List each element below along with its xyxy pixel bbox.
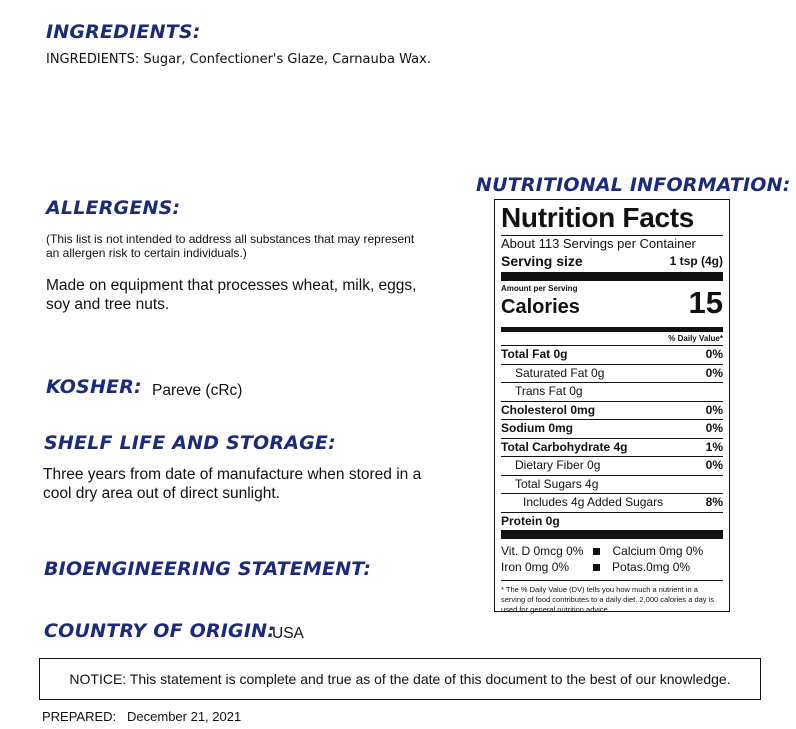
- nutrient-pct: 0%: [705, 402, 723, 417]
- kosher-heading: KOSHER:: [46, 376, 142, 398]
- thick-divider: [501, 530, 723, 539]
- daily-value-footnote: * The % Daily Value (DV) tells you how much a nutrient in a serving of food contributes to a daily diet. 2,000 calories a day is used for general nutrition advice.: [501, 580, 723, 615]
- thick-divider: [501, 272, 723, 281]
- calcium: Calcium 0mg 0%: [612, 544, 704, 558]
- shelf-life-heading: SHELF LIFE AND STORAGE:: [44, 432, 336, 454]
- nutrient-row: [501, 346, 723, 365]
- allergens-statement-line2: soy and tree nuts.: [46, 296, 170, 313]
- vitamin-d: Vit. D 0mcg 0%: [501, 544, 584, 558]
- nutrient-row: [501, 365, 723, 384]
- bullet-square-icon: [593, 548, 600, 555]
- calories-value: 15: [688, 285, 723, 320]
- nutrient-row: [501, 439, 723, 458]
- nutrient-label: Total Fat 0g: [501, 347, 568, 361]
- notice-box: [39, 658, 761, 700]
- notice-text: NOTICE: This statement is complete and true as of the date of this document to the best of our knowledge.: [69, 671, 731, 687]
- nutrient-row: [501, 513, 723, 531]
- daily-value-header: % Daily Value*: [501, 332, 723, 346]
- nutrient-row: [501, 420, 723, 439]
- nutrient-pct: 0%: [705, 458, 723, 472]
- nutrient-label: Sodium 0mg: [501, 421, 574, 435]
- serving-size-label: Serving size: [501, 253, 583, 269]
- calories-block: [501, 281, 723, 327]
- serving-size-row: [501, 252, 723, 270]
- allergens-disclaimer-line1: (This list is not intended to address all substances that may represent: [46, 232, 415, 246]
- servings-per-container: About 113 Servings per Container: [501, 236, 696, 251]
- nutrient-label: Protein 0g: [501, 513, 560, 528]
- nutrient-pct: 8%: [705, 495, 723, 509]
- nutrient-row: [501, 457, 723, 476]
- nutrient-row: [501, 383, 723, 402]
- amount-per-serving: Amount per Serving: [501, 284, 578, 293]
- nutrient-row: [501, 476, 723, 495]
- nutrition-facts-title: Nutrition Facts: [501, 202, 695, 233]
- iron: Iron 0mg 0%: [501, 560, 570, 574]
- allergens-disclaimer-line2: an allergen risk to certain individuals.): [46, 246, 247, 260]
- nutrient-label: Dietary Fiber 0g: [515, 458, 601, 472]
- shelf-life-line1: Three years from date of manufacture when stored in a: [43, 466, 422, 483]
- vitamins-row-1: [501, 539, 723, 559]
- allergens-heading: ALLERGENS:: [46, 197, 181, 219]
- potassium: Potas.0mg 0%: [612, 560, 691, 574]
- calories-label: Calories: [501, 296, 580, 318]
- nutrient-label: Trans Fat 0g: [515, 384, 583, 398]
- prepared-line: [42, 709, 241, 724]
- kosher-value: Pareve (cRc): [152, 382, 243, 399]
- allergens-statement-line1: Made on equipment that processes wheat, milk, eggs,: [46, 277, 417, 294]
- nutrient-label: Saturated Fat 0g: [515, 365, 605, 380]
- ingredients-text: INGREDIENTS: Sugar, Confectioner's Glaze, Carnauba Wax.: [46, 52, 431, 67]
- nutrient-pct: 0%: [705, 421, 723, 435]
- nutrient-label: Total Carbohydrate 4g: [501, 439, 628, 454]
- nutrient-pct: 0%: [705, 365, 723, 380]
- nutritional-information-heading: NUTRITIONAL INFORMATION:: [476, 174, 791, 196]
- origin-heading: COUNTRY OF ORIGIN:: [44, 620, 276, 642]
- prepared-label: PREPARED:: [42, 709, 117, 724]
- shelf-life-line2: cool dry area out of direct sunlight.: [43, 485, 280, 502]
- bullet-square-icon: [593, 564, 600, 571]
- nutrient-label: Includes 4g Added Sugars: [523, 495, 664, 509]
- prepared-date: December 21, 2021: [127, 709, 242, 724]
- nutrient-row: [501, 402, 723, 421]
- origin-value: USA: [272, 625, 304, 642]
- vitamins-row-2: [501, 559, 723, 575]
- nutrient-label: Total Sugars 4g: [515, 476, 599, 491]
- bioengineering-heading: BIOENGINEERING STATEMENT:: [44, 558, 372, 580]
- nutrient-row: [501, 494, 723, 513]
- serving-size-value: 1 tsp (4g): [669, 254, 723, 268]
- nutrient-label: Cholesterol 0mg: [501, 402, 596, 417]
- nutrient-pct: 0%: [705, 347, 723, 361]
- nutrition-facts-panel: [494, 199, 730, 612]
- ingredients-heading: INGREDIENTS:: [46, 21, 201, 43]
- nutrient-pct: 1%: [705, 439, 723, 454]
